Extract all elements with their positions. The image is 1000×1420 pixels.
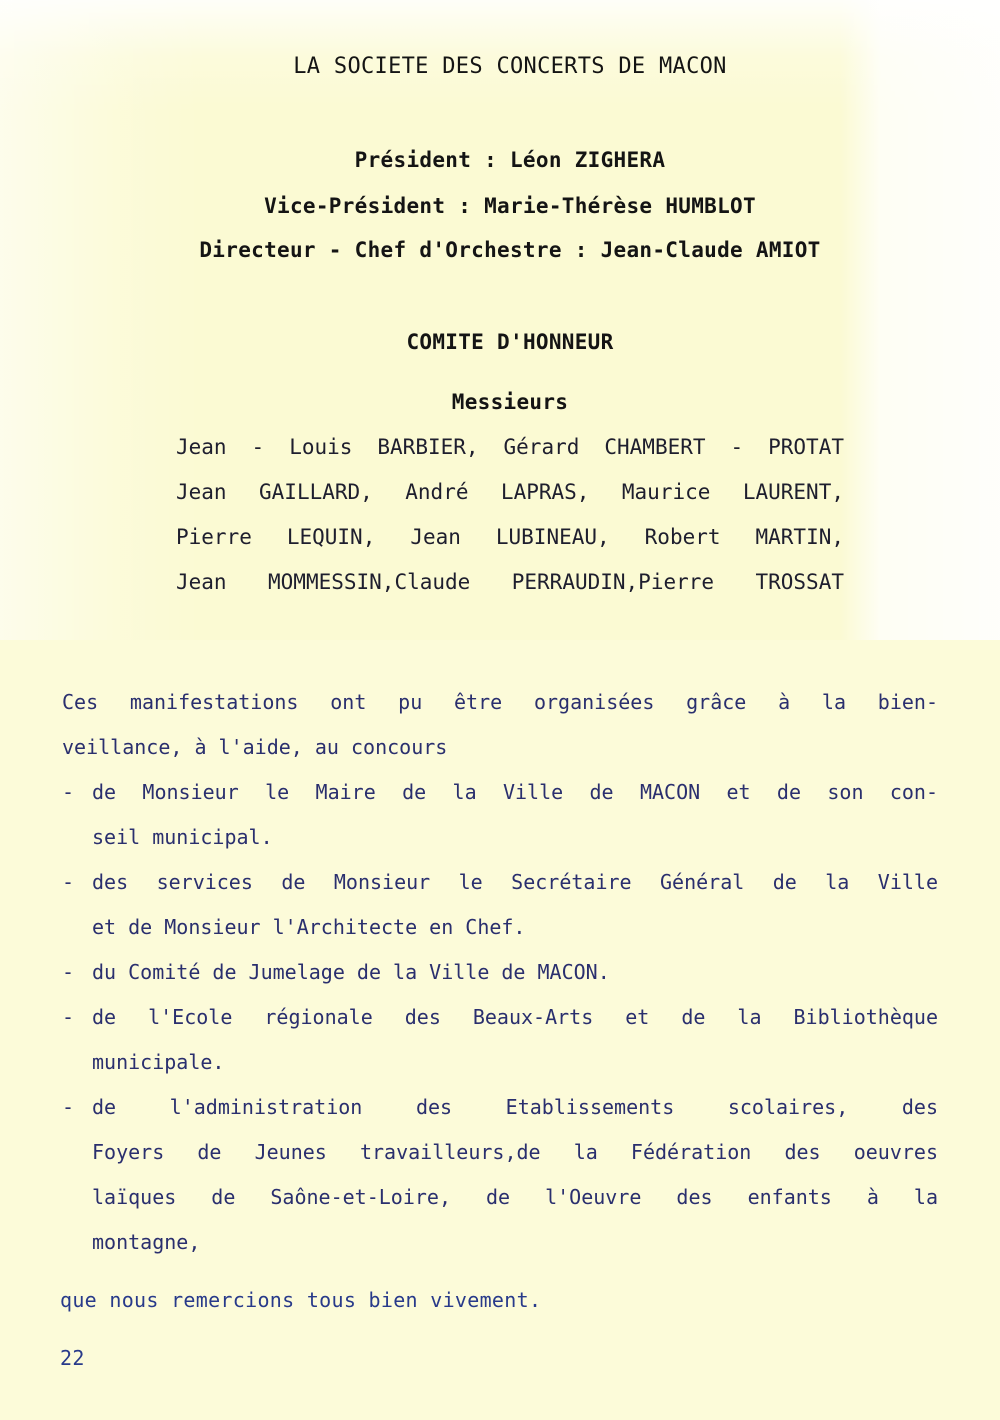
page-number: 22	[60, 1346, 85, 1370]
ack-item-text: de l'Ecole régionale des Beaux-Arts et de la Bibliothèque	[92, 1005, 938, 1029]
ack-item	[62, 860, 938, 905]
committee-heading: COMITE D'HONNEUR	[406, 330, 614, 354]
committee-name-line: Jean MOMMESSIN,Claude PERRAUDIN,Pierre TROSSAT	[176, 570, 844, 594]
intro-text: Ces manifestations ont pu être organisées grâce à la bien-	[62, 690, 938, 714]
ack-item	[62, 950, 938, 995]
ack-item	[62, 1085, 938, 1130]
ack-item-continuation	[62, 1130, 938, 1175]
ack-item-text: de Monsieur le Maire de la Ville de MACON et de son con-	[92, 780, 938, 804]
committee-salutation: Messieurs	[451, 390, 569, 414]
committee-name-line: Jean - Louis BARBIER, Gérard CHAMBERT - PROTAT	[176, 435, 844, 459]
acknowledgements	[62, 680, 938, 1265]
list-dash: -	[62, 780, 75, 804]
ack-item-text: et de Monsieur l'Architecte en Chef.	[92, 915, 526, 939]
list-dash: -	[62, 1005, 75, 1029]
committee-names	[176, 425, 844, 605]
ack-item	[62, 995, 938, 1040]
ack-item-text: de l'administration des Etablissements scolaires, des	[92, 1095, 938, 1119]
intro-line	[62, 680, 938, 725]
ack-item-continuation	[62, 815, 938, 860]
intro-line	[62, 725, 938, 770]
ack-item-text: montagne,	[92, 1230, 201, 1254]
ack-item-text: du Comité de Jumelage de la Ville de MACON.	[92, 960, 610, 984]
list-dash: -	[62, 1095, 75, 1119]
committee-name-line: Jean GAILLARD, André LAPRAS, Maurice LAURENT,	[176, 480, 844, 504]
list-dash: -	[62, 960, 75, 984]
closing-line: que nous remercions tous bien vivement.	[60, 1288, 542, 1312]
ack-item-continuation	[62, 905, 938, 950]
ack-item-continuation	[62, 1220, 938, 1265]
ack-item-text: municipale.	[92, 1050, 225, 1074]
ack-item-text: laïques de Saône-et-Loire, de l'Oeuvre des enfants à la	[92, 1185, 938, 1209]
ack-item-continuation	[62, 1175, 938, 1220]
intro-text: veillance, à l'aide, au concours	[62, 735, 448, 759]
ack-item-text: des services de Monsieur le Secrétaire Général de la Ville	[92, 870, 938, 894]
ack-item	[62, 770, 938, 815]
ack-item-text: Foyers de Jeunes travailleurs,de la Fédération des oeuvres	[92, 1140, 938, 1164]
committee-name-line: Pierre LEQUIN, Jean LUBINEAU, Robert MARTIN,	[176, 525, 844, 549]
ack-item-text: seil municipal.	[92, 825, 273, 849]
page-title: LA SOCIETE DES CONCERTS DE MACON	[293, 54, 727, 79]
list-dash: -	[62, 870, 75, 894]
director-line: Directeur - Chef d'Orchestre : Jean-Claude AMIOT	[199, 238, 821, 262]
ack-item-continuation	[62, 1040, 938, 1085]
president-line: Président : Léon ZIGHERA	[354, 148, 666, 172]
vice-president-line: Vice-Président : Marie-Thérèse HUMBLOT	[264, 194, 756, 218]
